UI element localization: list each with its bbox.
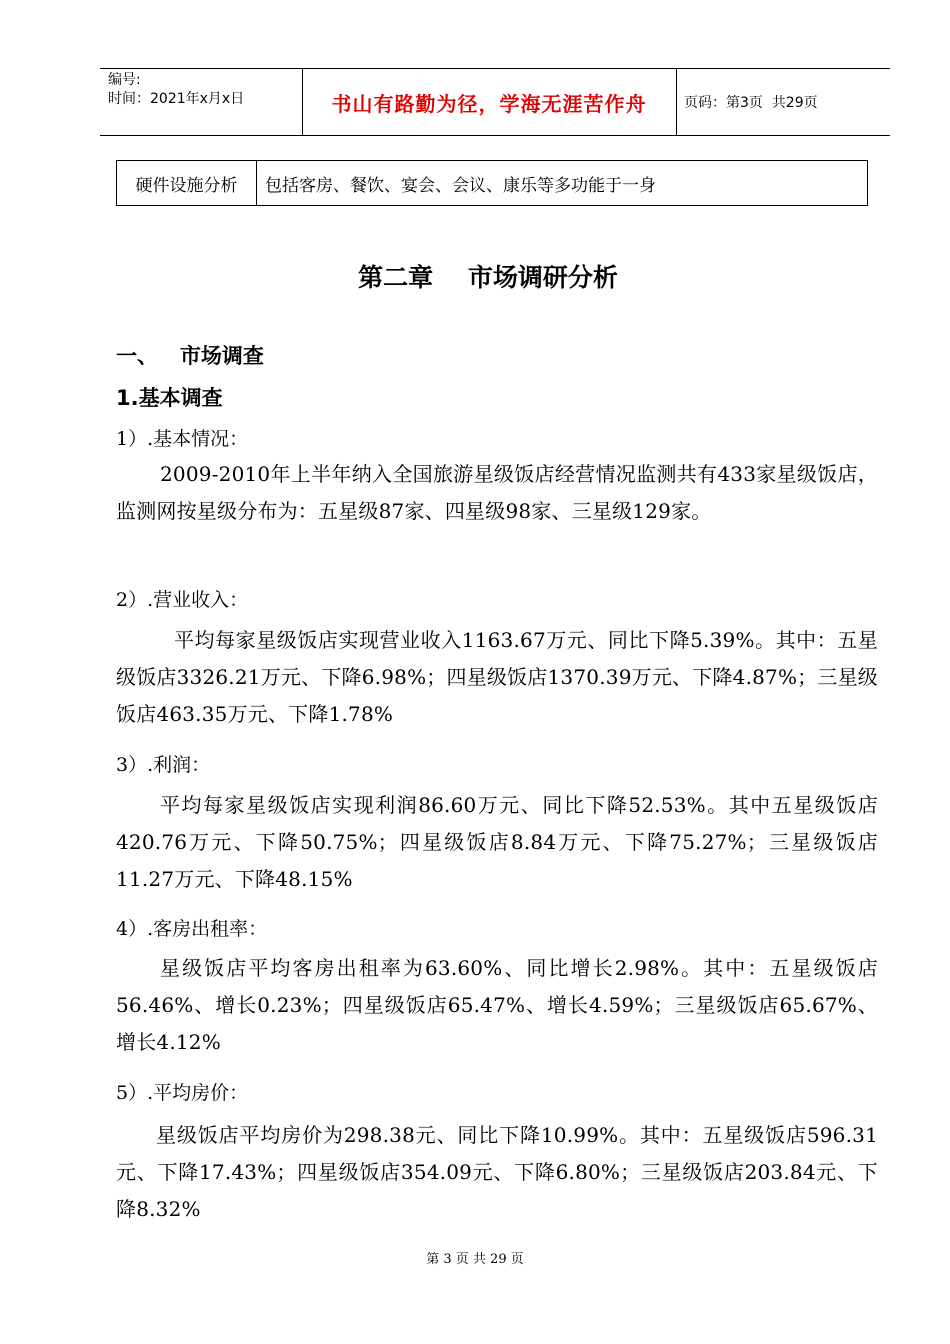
item-paragraph: 2009-2010年上半年纳入全国旅游星级饭店经营情况监测共有433家星级饭店，监测网按星级分布为：五星级87家、四星级98家、三星级129家。 [116, 462, 878, 523]
hardware-label: 硬件设施分析 [117, 161, 257, 205]
item-paragraph: 平均每家星级饭店实现利润86.60万元、同比下降52.53%。其中五星级饭店420.76万元、下降50.75%；四星级饭店8.84万元、下降75.27%；三星级饭店11.27万元、下降48.15% [116, 793, 878, 891]
header-page-info: 页码：第3页 共29页 [684, 95, 818, 111]
item-paragraph: 星级饭店平均房价为298.38元、同比下降10.99%。其中：五星级饭店596.31元、下降17.43%；四星级饭店354.09元、下降6.80%；三星级饭店203.84元、下降8.32% [116, 1123, 878, 1221]
document-time: 时间：2021年x月x日 [108, 91, 245, 107]
header-divider [676, 68, 677, 136]
hardware-table [116, 160, 868, 206]
item-heading: 3）.利润： [116, 754, 211, 776]
item-heading: 2）.营业收入： [116, 589, 249, 611]
item-paragraph: 星级饭店平均客房出租率为63.60%、同比增长2.98%。其中：五星级饭店56.46%、增长0.23%；四星级饭店65.47%、增长4.59%；三星级饭店65.67%、增长4.12% [116, 956, 878, 1054]
subsection-heading: 1.基本调查 [116, 386, 223, 410]
section-heading: 一、 市场调查 [116, 344, 264, 368]
header-motto: 书山有路勤为径，学海无涯苦作舟 [331, 91, 647, 116]
header-meta [108, 71, 244, 109]
page-footer: 第 3 页 共 29 页 [426, 1252, 524, 1267]
item-heading: 4）.客房出租率： [116, 918, 268, 940]
page-header [100, 68, 890, 136]
document-number: 编号: [108, 72, 141, 88]
item-heading: 5）.平均房价： [116, 1082, 249, 1104]
chapter-title: 第二章 市场调研分析 [358, 263, 618, 292]
item-paragraph: 平均每家星级饭店实现营业收入1163.67万元、同比下降5.39%。其中：五星级饭店3326.21万元、下降6.98%；四星级饭店1370.39万元、下降4.87%；三星级饭店463.35万元、下降1.78% [116, 628, 878, 726]
item-heading: 1）.基本情况： [116, 428, 249, 450]
hardware-value: 包括客房、餐饮、宴会、会议、康乐等多功能于一身 [265, 175, 656, 196]
